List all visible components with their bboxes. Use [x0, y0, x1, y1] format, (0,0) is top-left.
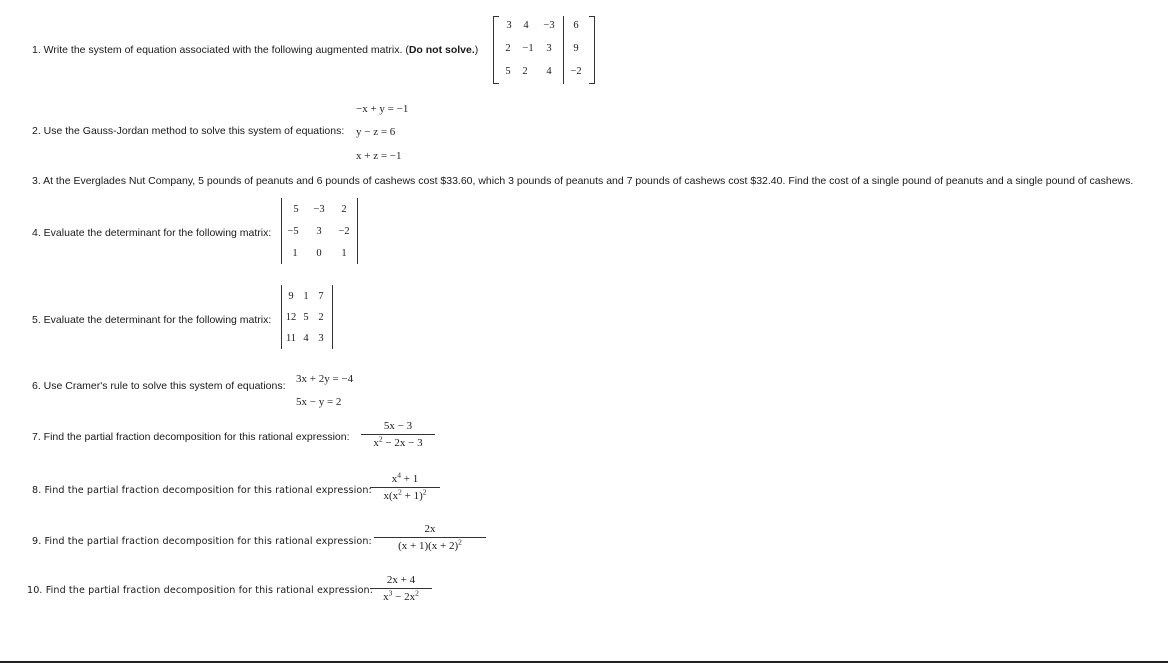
matrix-cell: 2 — [318, 312, 324, 323]
matrix-cell: 5 — [505, 66, 511, 77]
fraction-10-denominator: $x^3 - 2x^2$ — [383, 588, 419, 603]
matrix-cell: 5 — [303, 312, 309, 323]
fraction-8 — [370, 470, 440, 502]
question-8-text: 8. Find the partial fraction decomposition for this rational expression: — [32, 485, 372, 496]
question-6-text: 6. Use Cramer's rule to solve this system of equations: — [32, 380, 286, 392]
matrix-cell: −2 — [570, 66, 582, 77]
question-7-text: 7. Find the partial fraction decomposition for this rational expression: — [32, 431, 350, 443]
fraction-8-denominator: $x(x^2 + 1)^2$ — [383, 487, 427, 502]
matrix-cell: 3 — [316, 226, 322, 237]
question-4-text: 4. Evaluate the determinant for the following matrix: — [32, 227, 272, 239]
question-1-close-paren: ) — [474, 44, 479, 56]
matrix-cell: −3 — [543, 20, 555, 31]
matrix-cell: 4 — [546, 66, 552, 77]
matrix-cell: 6 — [573, 20, 579, 31]
equation-1: −x + y = −1 — [356, 103, 409, 115]
augmented-matrix — [493, 16, 595, 84]
equation-2: y − z = 6 — [356, 126, 396, 138]
question-10-text: 10. Find the partial fraction decomposition for this rational expression: — [27, 585, 374, 596]
fraction-10 — [370, 574, 432, 603]
determinant-matrix-5 — [281, 285, 333, 349]
matrix-cell: 3 — [318, 333, 324, 344]
matrix-cell: 11 — [285, 333, 297, 344]
fraction-9-denominator: $(x + 1)(x + 2)^2$ — [398, 537, 462, 552]
matrix-cell: 12 — [285, 312, 297, 323]
matrix-cell: −3 — [313, 204, 325, 215]
matrix-cell: 1 — [292, 248, 298, 259]
matrix-cell: −2 — [338, 226, 350, 237]
fraction-9 — [374, 523, 486, 552]
question-5-text: 5. Evaluate the determinant for the following matrix: — [32, 314, 272, 326]
matrix-cell: 9 — [288, 291, 294, 302]
fraction-8-numerator: $x^4 + 1$ — [391, 470, 419, 485]
fraction-7 — [361, 420, 435, 449]
fraction-10-numerator: 2x + 4 — [386, 574, 416, 586]
matrix-cell: 1 — [341, 248, 347, 259]
matrix-cell: 5 — [293, 204, 299, 215]
matrix-cell: 3 — [506, 20, 512, 31]
question-1-bold-note: Do not solve. — [408, 44, 475, 56]
matrix-cell: 2 — [505, 43, 511, 54]
fraction-7-numerator: 5x − 3 — [383, 420, 413, 432]
cramer-equation-2: 5x − y = 2 — [296, 396, 342, 408]
matrix-cell: 0 — [316, 248, 322, 259]
bottom-divider — [0, 661, 1168, 663]
matrix-cell: 3 — [546, 43, 552, 54]
matrix-cell: −1 — [522, 43, 534, 54]
matrix-cell: 9 — [573, 43, 579, 54]
fraction-7-denominator: $x^2 - 2x - 3$ — [373, 434, 423, 449]
question-3-text: 3. At the Everglades Nut Company, 5 pounds of peanuts and 6 pounds of cashews cost $33.60, which 3 pounds of peanuts and 7 pounds of cashews cost $32.40. Find the cost of a single pound of peanuts and a single pound of cashews. — [32, 175, 1134, 187]
matrix-cell: 4 — [523, 20, 529, 31]
question-1 — [32, 44, 478, 56]
determinant-matrix-4 — [281, 198, 358, 264]
matrix-cell: 7 — [318, 291, 324, 302]
matrix-cell: 1 — [303, 291, 309, 302]
question-9-text: 9. Find the partial fraction decomposition for this rational expression: — [32, 536, 372, 547]
question-1-text: 1. Write the system of equation associated with the following augmented matrix. ( — [32, 44, 409, 56]
equation-3: x + z = −1 — [356, 150, 402, 162]
augmented-separator — [563, 16, 564, 84]
matrix-cell: 4 — [303, 333, 309, 344]
matrix-cell: 2 — [341, 204, 347, 215]
cramer-equation-1: 3x + 2y = −4 — [296, 373, 354, 385]
matrix-cell: 2 — [522, 66, 528, 77]
matrix-cell: −5 — [287, 226, 299, 237]
question-2-text: 2. Use the Gauss-Jordan method to solve this system of equations: — [32, 125, 345, 137]
fraction-9-numerator: 2x — [424, 523, 436, 535]
